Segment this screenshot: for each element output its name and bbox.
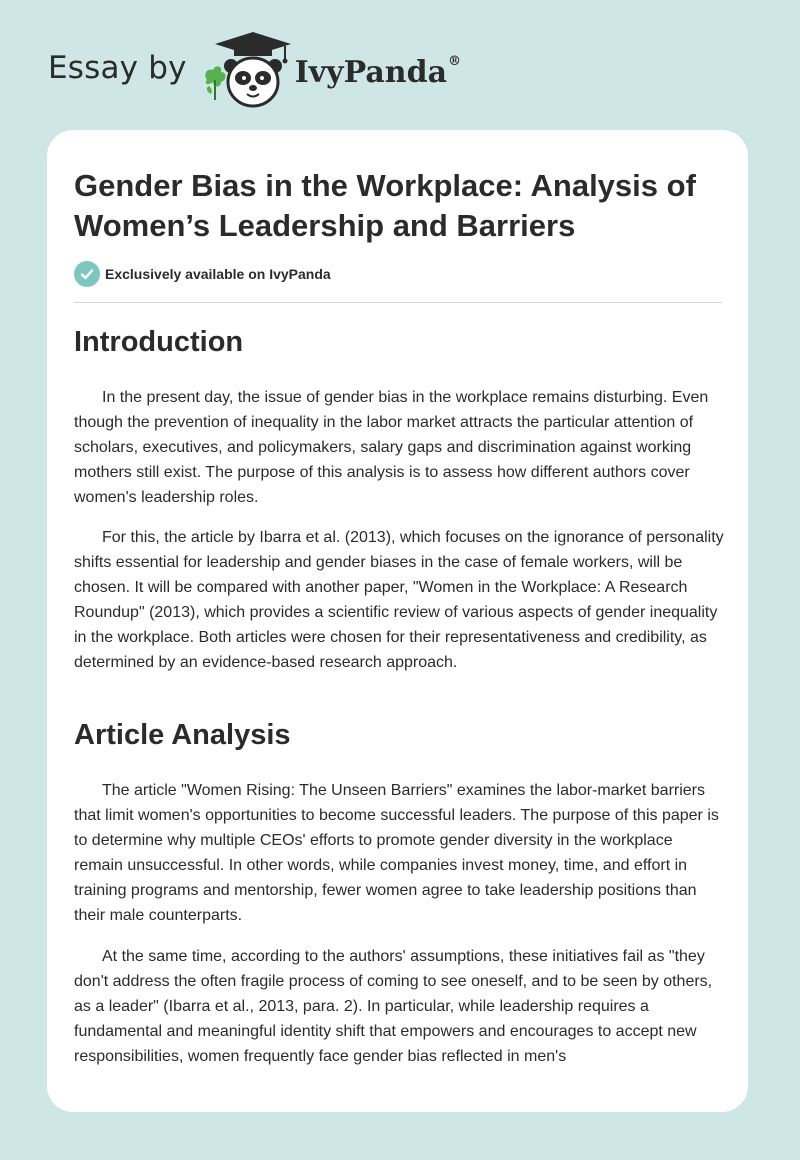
paragraph: The article "Women Rising: The Unseen Barriers" examines the labor-market barriers that limit women's opportunities to become successful leaders. The purpose of this paper is to determine why multiple CEOs' efforts to promote gender diversity in the workplace remain unsuccessful. In other words, while companies invest money, time, and effort in training programs and mentorship, fewer women agree to take leadership positions than their male counterparts.	[74, 782, 719, 924]
site-header	[48, 30, 461, 110]
section-heading-introduction: Introduction	[74, 326, 244, 358]
section-heading-article-analysis: Article Analysis	[74, 719, 291, 751]
brand-name[interactable]: IvyPanda®	[294, 53, 462, 90]
essay-by-label: Essay by	[48, 50, 187, 86]
exclusive-badge	[74, 261, 331, 287]
paragraph: At the same time, according to the authors' assumptions, these initiatives fail as "they don't address the often fragile process of coming to see oneself, and to be seen by others, as a leader" (Ibarra et al., 2013, para. 2). In particular, while leadership requires a fundamental and meaningful identity shift that empowers and encourages to accept new responsibilities, women frequently face gender bias reflected in men's	[74, 948, 713, 1065]
registered-mark: ®	[448, 53, 462, 69]
checkmark-icon	[74, 261, 100, 287]
paragraph: For this, the article by Ibarra et al. (2013), which focuses on the ignorance of personality shifts essential for leadership and gender biases in the case of female workers, will be chosen. It will be compared with another paper, "Women in the Workplace: A Research Roundup" (2013), which provides a scientific review of various aspects of gender inequality in the workplace. Both articles were chosen for their representativeness and credibility, as determined by an evidence-based research approach.	[74, 529, 724, 671]
paragraph: In the present day, the issue of gender bias in the workplace remains disturbing. Even though the prevention of inequality in the labor market attracts the particular attention of scholars, executives, and policymakers, salary gaps and discrimination against working mothers still exist. The purpose of this analysis is to assess how different authors cover women's leadership roles.	[74, 389, 709, 506]
essay-card	[47, 130, 748, 1112]
ivypanda-logo-icon[interactable]	[201, 30, 293, 110]
page-title: Gender Bias in the Workplace: Analysis of Women’s Leadership and Barriers	[74, 168, 696, 243]
divider	[74, 302, 722, 303]
badge-label: Exclusively available on IvyPanda	[105, 266, 331, 282]
